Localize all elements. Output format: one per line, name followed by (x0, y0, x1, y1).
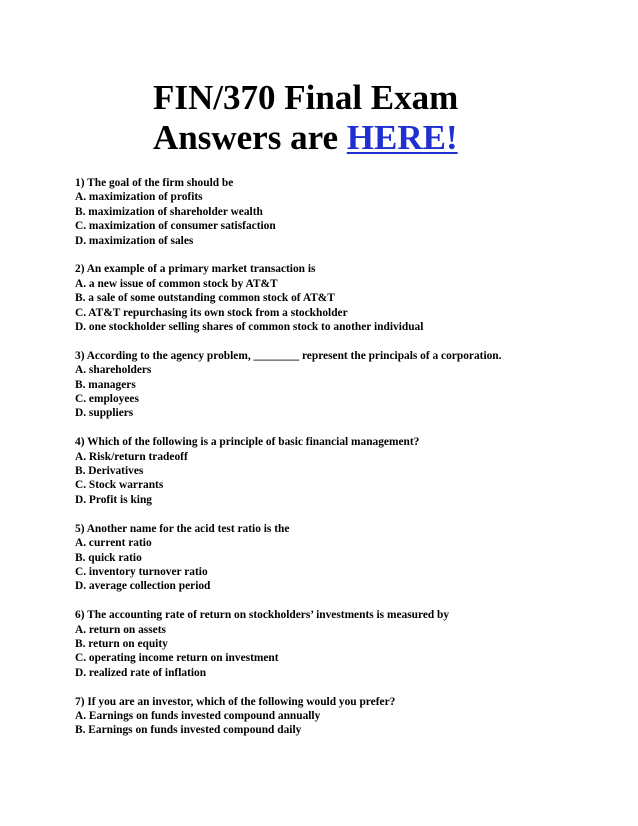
answer-option: B. maximization of shareholder wealth (75, 205, 263, 218)
answer-option: D. Profit is king (75, 493, 152, 506)
answer-option: D. maximization of sales (75, 234, 194, 247)
answer-option: A. shareholders (75, 364, 152, 377)
answer-option: A. current ratio (75, 537, 152, 550)
question-3 (75, 349, 615, 421)
title-line-2-prefix: Answers are (153, 118, 347, 157)
question-1 (75, 176, 615, 248)
title-line-2 (153, 118, 458, 158)
answer-option: A. maximization of profits (75, 191, 203, 204)
answer-option: A. return on assets (75, 623, 166, 636)
page-title (153, 78, 458, 158)
question-4 (75, 435, 615, 507)
answer-option: C. operating income return on investment (75, 652, 279, 665)
answer-option: D. average collection period (75, 580, 211, 593)
answer-option: C. employees (75, 393, 139, 406)
question-prompt: 7) If you are an investor, which of the following would you prefer? (75, 695, 396, 708)
answer-option: B. Earnings on funds invested compound daily (75, 724, 302, 737)
question-prompt: 1) The goal of the firm should be (75, 177, 234, 189)
answers-link[interactable]: HERE! (346, 118, 458, 157)
answer-option: C. Stock warrants (75, 479, 164, 492)
answer-option: C. AT&T repurchasing its own stock from a stockholder (75, 306, 348, 319)
question-prompt: 6) The accounting rate of return on stockholders’ investments is measured by (75, 609, 450, 622)
answer-option: B. a sale of some outstanding common stock of AT&T (75, 292, 335, 305)
answer-option: B. managers (75, 378, 136, 391)
answer-option: B. return on equity (75, 637, 168, 650)
question-prompt: 3) According to the agency problem, ________ represent the principals of a corporation. (75, 349, 502, 362)
answer-option: B. quick ratio (75, 551, 142, 564)
answer-option: D. suppliers (75, 407, 134, 420)
question-6 (75, 608, 615, 680)
question-5 (75, 522, 615, 594)
answer-option: A. Earnings on funds invested compound annually (75, 709, 321, 722)
answer-option: C. inventory turnover ratio (75, 565, 208, 578)
answer-option: A. a new issue of common stock by AT&T (75, 277, 278, 290)
question-list (75, 176, 615, 752)
question-prompt: 2) An example of a primary market transaction is (75, 263, 316, 276)
answer-option: A. Risk/return tradeoff (75, 450, 188, 463)
title-line-1: FIN/370 Final Exam (153, 78, 459, 117)
question-prompt: 4) Which of the following is a principle of basic financial management? (75, 436, 420, 449)
answer-option: C. maximization of consumer satisfaction (75, 220, 276, 233)
question-2 (75, 262, 615, 334)
question-prompt: 5) Another name for the acid test ratio is the (75, 522, 290, 535)
question-7 (75, 695, 615, 738)
answer-option: D. one stockholder selling shares of common stock to another individual (75, 321, 424, 334)
answer-option: D. realized rate of inflation (75, 666, 207, 679)
answer-option: B. Derivatives (75, 465, 144, 478)
